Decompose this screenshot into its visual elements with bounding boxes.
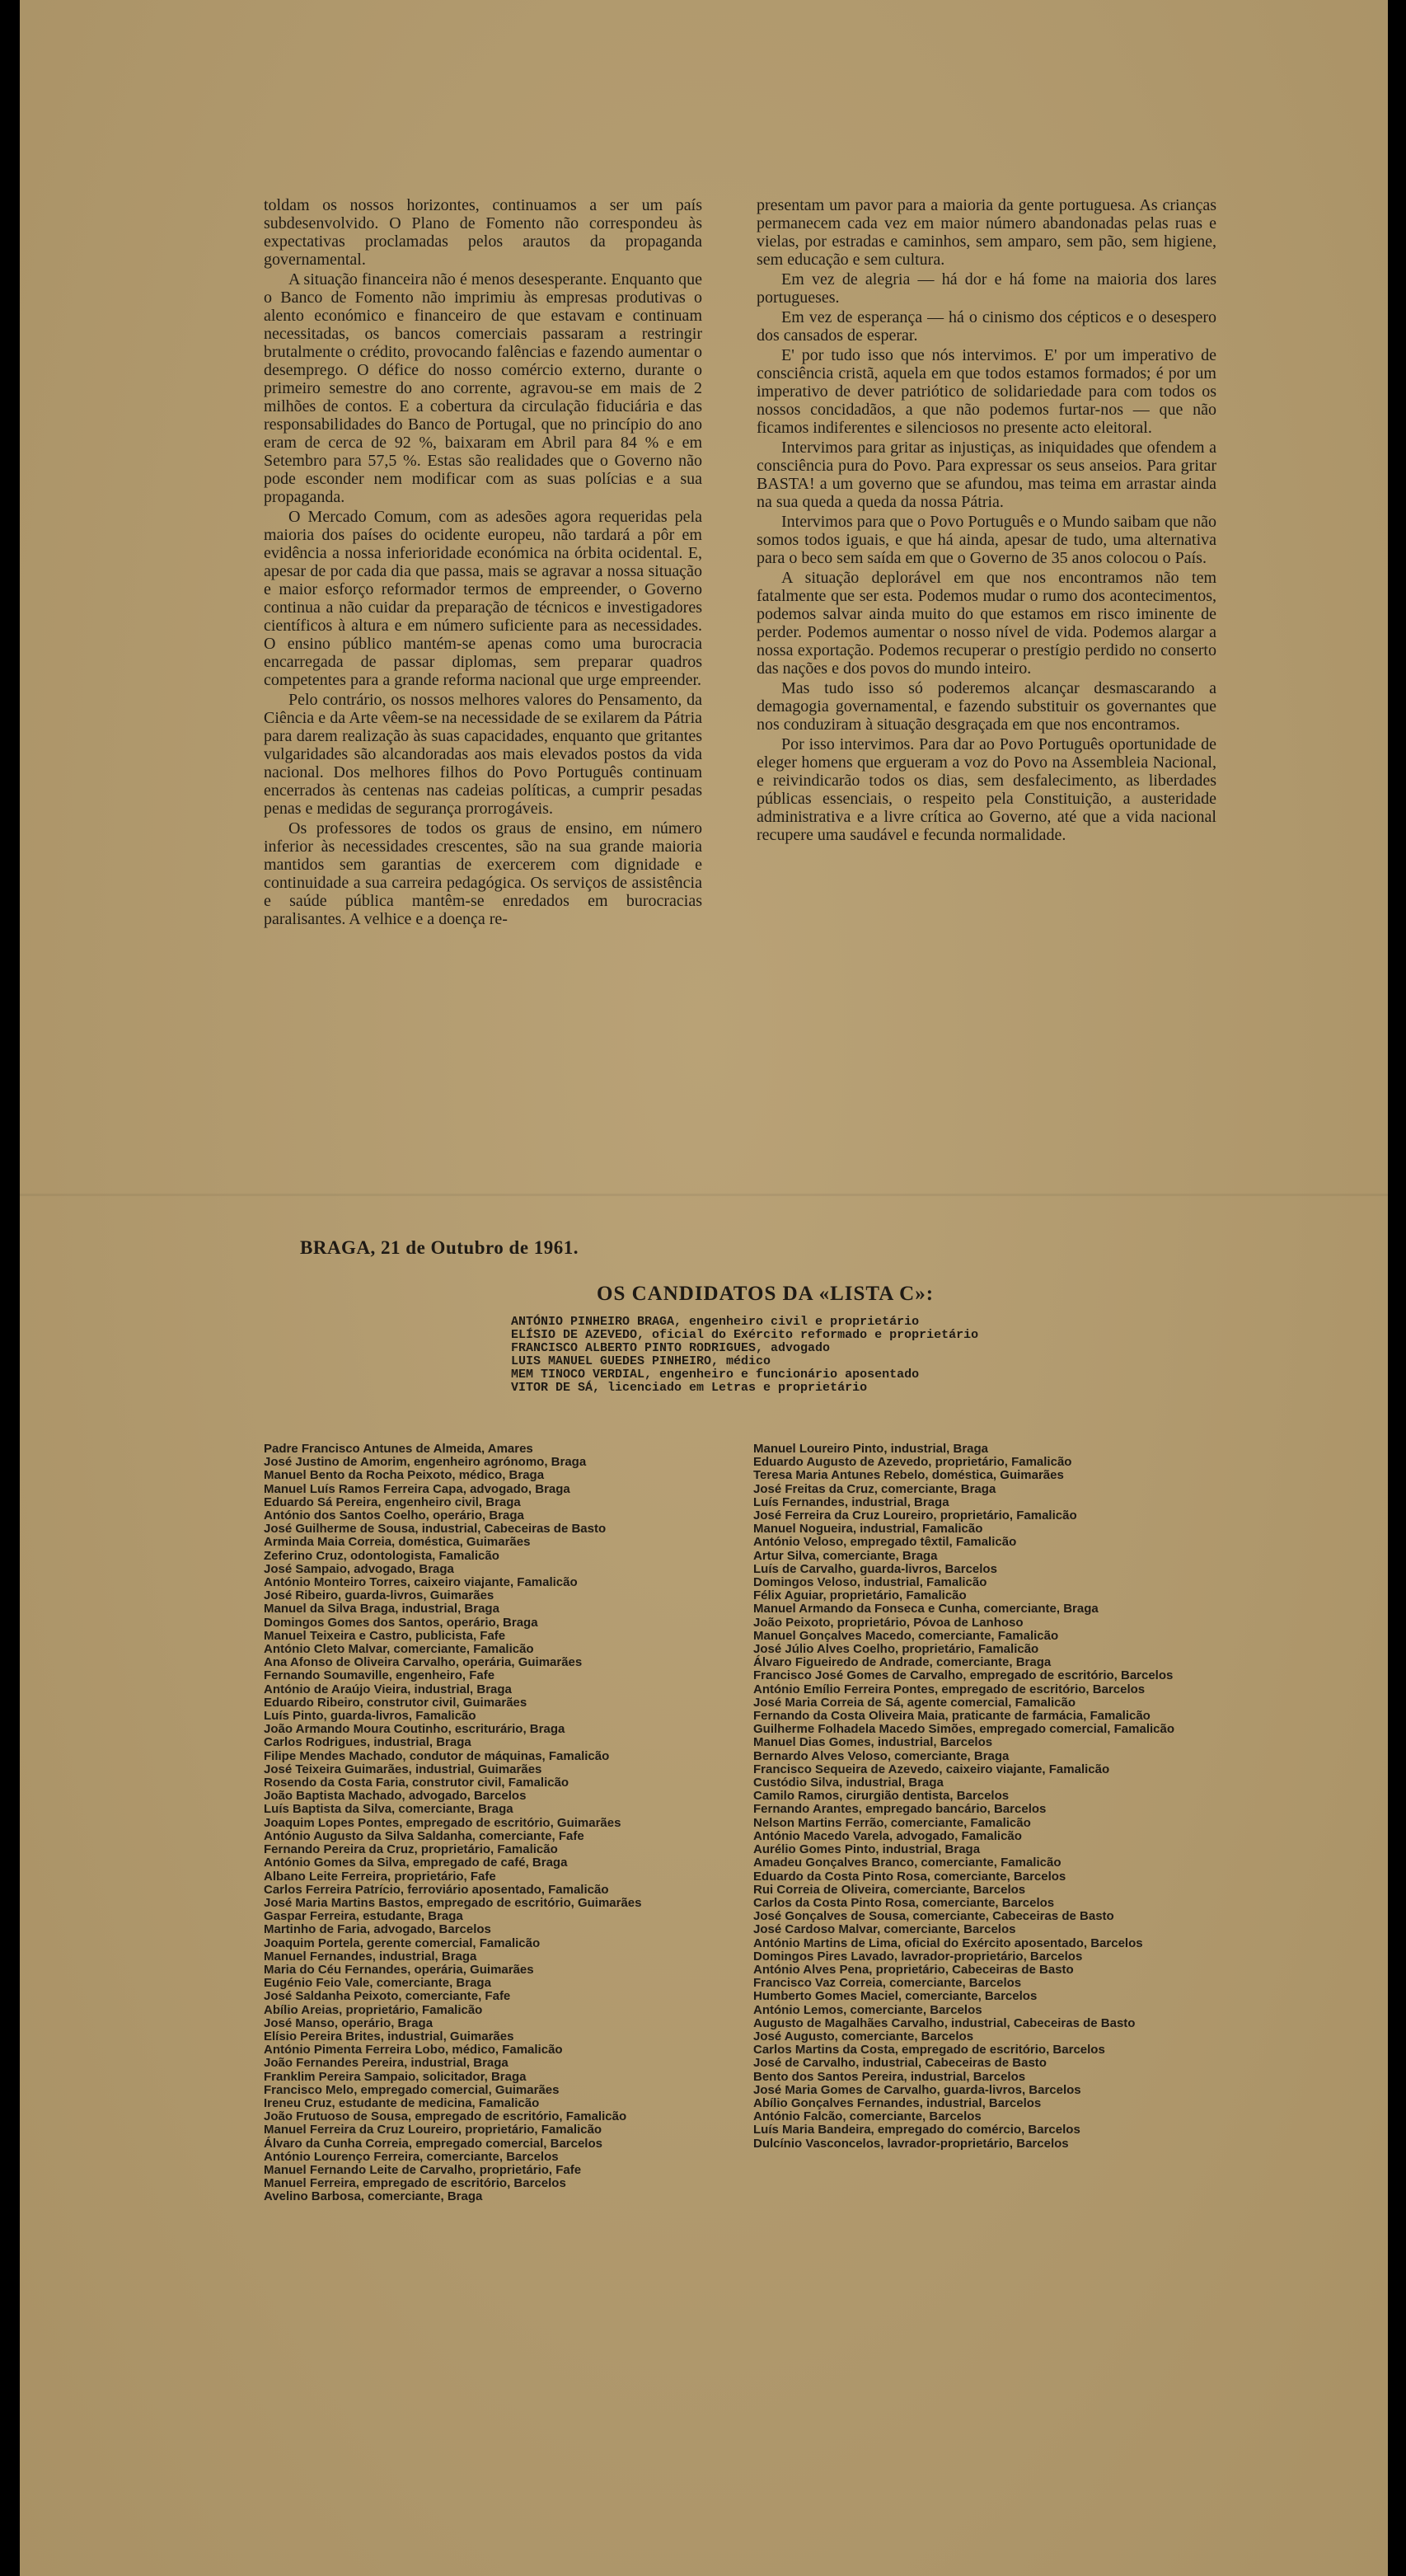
supporter-entry: Avelino Barbosa, comerciante, Braga [264, 2189, 483, 2204]
supporter-entry: Artur Silva, comerciante, Braga [753, 1548, 938, 1563]
supporter-entry: Manuel Fernando Leite de Carvalho, proprietário, Fafe [264, 2162, 582, 2177]
dateline: BRAGA, 21 de Outubro de 1961. [300, 1237, 579, 1258]
supporter-entry: Manuel Ferreira da Cruz Loureiro, proprietário, Famalicão [264, 2123, 602, 2137]
body-paragraph: Mas tudo isso só poderemos alcançar desmascarando a demagogia governamental, e fazendo substituir os governantes que nos conduziram à situação desgraçada em que nos encontramos. [757, 679, 1216, 734]
supporter-entry: Fernando Pereira da Cruz, proprietário, Famalicão [264, 1842, 558, 1857]
supporter-entry: Carlos Rodrigues, industrial, Braga [264, 1735, 471, 1750]
supporter-entry: Joaquim Portela, gerente comercial, Famalicão [264, 1936, 541, 1950]
supporter-entry: António Lemos, comerciante, Barcelos [753, 2002, 982, 2017]
supporter-entry: José Gonçalves de Sousa, comerciante, Cabeceiras de Basto [753, 1909, 1114, 1924]
supporter-entry: Nelson Martins Ferrão, comerciante, Famalicão [753, 1815, 1031, 1830]
supporter-entry: Luís Pinto, guarda-livros, Famalicão [264, 1709, 476, 1724]
body-paragraph: Os professores de todos os graus de ensino, em número inferior às necessidades crescentes, são na sua grande maioria mantidos sem garantias de exercerem com dignidade e continuidade a sua carreira pedagógica. Os serviços de assistência e saúde pública mantêm-se enredados em burocracias paralisantes. A velhice e a doença re- [264, 819, 702, 928]
supporter-entry: Domingos Veloso, industrial, Famalicão [753, 1575, 987, 1590]
supporter-entry: Abílio Gonçalves Fernandes, industrial, Barcelos [753, 2095, 1042, 2110]
supporter-entry: Fernando Arantes, empregado bancário, Barcelos [753, 1802, 1047, 1817]
fold-crease [20, 1194, 1388, 1196]
supporter-entry: José de Carvalho, industrial, Cabeceiras de Basto [753, 2056, 1047, 2071]
supporter-entry: António Macedo Varela, advogado, Famalicão [753, 1828, 1022, 1843]
supporter-entry: José Freitas da Cruz, comerciante, Braga [753, 1481, 996, 1496]
supporter-entry: Manuel Teixeira e Castro, publicista, Fafe [264, 1628, 506, 1643]
supporter-entry: Guilherme Folhadela Macedo Simões, empregado comercial, Famalicão [753, 1722, 1175, 1737]
supporter-entry: Humberto Gomes Maciel, comerciante, Barcelos [753, 1989, 1038, 2004]
supporter-entry: Luís Maria Bandeira, empregado do comércio, Barcelos [753, 2123, 1080, 2137]
supporter-entry: Domingos Gomes dos Santos, operário, Braga [264, 1615, 538, 1630]
supporter-entry: Martinho de Faria, advogado, Barcelos [264, 1922, 491, 1937]
body-paragraph: O Mercado Comum, com as adesões agora requeridas pela maioria dos países do ocidente europeu, não tardará a pôr em evidência a nossa inferioridade económica na órbita ocidental. E, apesar de por cada dia que passa, mais se agravar a nossa situação e maior esforço reformador termos de empreender, o Governo continua a não cuidar da preparação de técnicos e investigadores científicos à altura e em número suficiente para as necessidades. O ensino público mantém-se apenas como uma burocracia encarregada de passar diplomas, sem preparar quadros competentes para a grande reforma nacional que urge empreender. [264, 508, 702, 689]
supporter-entry: Álvaro Figueiredo de Andrade, comerciante, Braga [753, 1655, 1052, 1670]
supporter-entry: Maria do Céu Fernandes, operária, Guimarães [264, 1962, 534, 1977]
candidate-entry: LUIS MANUEL GUEDES PINHEIRO, médico [511, 1354, 771, 1368]
supporter-entry: Fernando Soumaville, engenheiro, Fafe [264, 1668, 495, 1683]
supporter-entry: José Guilherme de Sousa, industrial, Cabeceiras de Basto [264, 1522, 607, 1537]
supporter-entry: António Monteiro Torres, caixeiro viajante, Famalicão [264, 1575, 578, 1590]
candidate-entry: ANTÓNIO PINHEIRO BRAGA, engenheiro civil e proprietário [511, 1315, 920, 1329]
supporter-entry: Eduardo Augusto de Azevedo, proprietário, Famalicão [753, 1455, 1072, 1470]
supporter-entry: Luís de Carvalho, guarda-livros, Barcelos [753, 1561, 997, 1576]
supporter-entry: Manuel Nogueira, industrial, Famalicão [753, 1522, 983, 1537]
supporters-column-right [753, 1443, 1215, 2151]
supporter-entry: Francisco Sequeira de Azevedo, caixeiro viajante, Famalicão [753, 1762, 1110, 1776]
body-paragraph: E' por tudo isso que nós intervimos. E' por um imperativo de consciência cristã, aquela em que todos estamos formados; é por um imperativo de dever patriótico de solidariedade para com todos os nossos concidadãos, a que não podemos furtar-nos — que não ficamos indiferentes e silenciosos no presente acto eleitoral. [757, 346, 1216, 437]
body-paragraph: Pelo contrário, os nossos melhores valores do Pensamento, da Ciência e da Arte vêem-se na necessidade de se exilarem da Pátria para darem realização às suas capacidades, enquanto que gritantes vulgaridades são alcandoradas aos mais elevados postos da vida nacional. Dos melhores filhos do Povo Português continuam encerrados às centenas nas cadeias políticas, a cumprir pesadas penas e medidas de segurança prorrogáveis. [264, 691, 702, 818]
supporter-entry: António dos Santos Coelho, operário, Braga [264, 1509, 524, 1523]
supporter-entry: José Teixeira Guimarães, industrial, Guimarães [264, 1762, 542, 1776]
candidate-entry: VITOR DE SÁ, licenciado em Letras e proprietário [511, 1381, 868, 1395]
supporter-entry: José Sampaio, advogado, Braga [264, 1561, 454, 1576]
body-column-right [757, 196, 1216, 846]
supporter-entry: Joaquim Lopes Pontes, empregado de escritório, Guimarães [264, 1815, 621, 1830]
supporter-entry: José Maria Martins Bastos, empregado de escritório, Guimarães [264, 1895, 642, 1910]
supporter-entry: Ana Afonso de Oliveira Carvalho, operária, Guimarães [264, 1655, 583, 1670]
supporter-entry: Amadeu Gonçalves Branco, comerciante, Famalicão [753, 1856, 1062, 1870]
supporter-entry: Francisco José Gomes de Carvalho, empregado de escritório, Barcelos [753, 1668, 1174, 1683]
supporter-entry: Luís Fernandes, industrial, Braga [753, 1494, 949, 1509]
supporter-entry: Eduardo da Costa Pinto Rosa, comerciante, Barcelos [753, 1869, 1066, 1884]
supporter-entry: Bento dos Santos Pereira, industrial, Barcelos [753, 2069, 1026, 2084]
supporter-entry: António Falcão, comerciante, Barcelos [753, 2109, 982, 2124]
supporter-entry: Padre Francisco Antunes de Almeida, Amares [264, 1442, 533, 1456]
supporter-entry: António Augusto da Silva Saldanha, comerciante, Fafe [264, 1828, 584, 1843]
supporter-entry: Custódio Silva, industrial, Braga [753, 1776, 944, 1790]
supporter-entry: Álvaro da Cunha Correia, empregado comercial, Barcelos [264, 2136, 602, 2151]
supporter-entry: Arminda Maia Correia, doméstica, Guimarães [264, 1535, 531, 1550]
supporter-entry: Eugénio Feio Vale, comerciante, Braga [264, 1976, 491, 1991]
supporter-entry: Filipe Mendes Machado, condutor de máquinas, Famalicão [264, 1748, 610, 1763]
supporter-entry: Albano Leite Ferreira, proprietário, Fafe [264, 1869, 496, 1884]
supporter-entry: António de Araújo Vieira, industrial, Braga [264, 1682, 512, 1696]
candidate-entry: ELÍSIO DE AZEVEDO, oficial do Exército reformado e proprietário [511, 1328, 979, 1342]
body-paragraph: Intervimos para que o Povo Português e o Mundo saibam que não somos todos iguais, e que há ainda, apesar de tudo, uma alternativa para o beco sem saída em que o Governo de 35 anos colocou o País. [757, 513, 1216, 567]
supporter-entry: Dulcínio Vasconcelos, lavrador-proprietário, Barcelos [753, 2136, 1069, 2151]
supporter-entry: João Baptista Machado, advogado, Barcelos [264, 1789, 527, 1804]
candidates-list [511, 1316, 1170, 1395]
body-paragraph: Intervimos para gritar as injustiças, as iniquidades que ofendem a consciência pura do Povo. Para expressar os seus anseios. Para gritar BASTA! a um governo que se afundou, mas teima em arrastar ainda na sua queda a queda da nossa Pátria. [757, 439, 1216, 511]
supporter-entry: José Manso, operário, Braga [264, 2015, 434, 2030]
supporter-entry: Franklim Pereira Sampaio, solicitador, Braga [264, 2069, 527, 2084]
supporter-entry: Manuel Armando da Fonseca e Cunha, comerciante, Braga [753, 1602, 1099, 1616]
supporter-entry: José Maria Correia de Sá, agente comercial, Famalicão [753, 1695, 1076, 1710]
supporter-entry: João Peixoto, proprietário, Póvoa de Lanhoso [753, 1615, 1024, 1630]
body-column-left [264, 196, 702, 930]
supporter-entry: José Ribeiro, guarda-livros, Guimarães [264, 1588, 494, 1603]
body-paragraph: A situação financeira não é menos desesperante. Enquanto que o Banco de Fomento não imprimiu às empresas produtivas o alento económico e financeiro de que estavam e continuam necessitadas, os bancos comerciais passaram a restringir brutalmente o crédito, provocando falências e fazendo aumentar o desemprego. O défice do nosso comércio externo, durante o primeiro semestre do ano corrente, agravou-se em mais de 2 milhões de contos. E a cobertura da circulação fiduciária e das responsabilidades do Banco de Portugal, que no princípio do ano eram de cerca de 92 %, baixaram em Abril para 84 % e em Setembro para 57,5 %. Estas são realidades que o Governo não pode esconder nem modificar com as suas polícias e a sua propaganda. [264, 270, 702, 506]
supporter-entry: António Gomes da Silva, empregado de café, Braga [264, 1856, 568, 1870]
supporter-entry: António Alves Pena, proprietário, Cabeceiras de Basto [753, 1962, 1074, 1977]
supporter-entry: José Ferreira da Cruz Loureiro, proprietário, Famalicão [753, 1509, 1077, 1523]
supporter-entry: Carlos da Costa Pinto Rosa, comerciante, Barcelos [753, 1895, 1055, 1910]
supporters-column-left [264, 1443, 715, 2204]
supporter-entry: António Martins de Lima, oficial do Exército aposentado, Barcelos [753, 1936, 1143, 1950]
supporter-entry: Aurélio Gomes Pinto, industrial, Braga [753, 1842, 981, 1857]
supporter-entry: Eduardo Sá Pereira, engenheiro civil, Braga [264, 1494, 521, 1509]
supporter-entry: Rui Correia de Oliveira, comerciante, Barcelos [753, 1882, 1026, 1897]
candidate-entry: MEM TINOCO VERDIAL, engenheiro e funcionário aposentado [511, 1368, 920, 1382]
supporter-entry: António Veloso, empregado têxtil, Famalicão [753, 1535, 1017, 1550]
supporter-entry: Teresa Maria Antunes Rebelo, doméstica, Guimarães [753, 1468, 1064, 1483]
supporter-entry: João Fernandes Pereira, industrial, Braga [264, 2056, 509, 2071]
supporter-entry: Zeferino Cruz, odontologista, Famalicão [264, 1548, 499, 1563]
supporter-entry: António Cleto Malvar, comerciante, Famalicão [264, 1642, 534, 1657]
body-paragraph: A situação deplorável em que nos encontramos não tem fatalmente que ser esta. Podemos mudar o rumo dos acontecimentos, podemos salvar ainda muito do que estamos em risco iminente de perder. Podemos aumentar o nosso nível de vida. Podemos alargar a nossa exportação. Podemos recuperar o prestígio perdido no conserto das nações e dos povos do mundo inteiro. [757, 569, 1216, 678]
supporter-entry: Manuel Loureiro Pinto, industrial, Braga [753, 1442, 989, 1456]
supporter-entry: Fernando da Costa Oliveira Maia, praticante de farmácia, Famalicão [753, 1709, 1151, 1724]
supporter-entry: Eduardo Ribeiro, construtor civil, Guimarães [264, 1695, 527, 1710]
supporter-entry: Manuel da Silva Braga, industrial, Braga [264, 1602, 499, 1616]
supporter-entry: José Justino de Amorim, engenheiro agrónomo, Braga [264, 1455, 587, 1470]
supporter-entry: Manuel Gonçalves Macedo, comerciante, Famalicão [753, 1628, 1059, 1643]
supporter-entry: José Augusto, comerciante, Barcelos [753, 2029, 974, 2043]
supporter-entry: Elísio Pereira Brites, industrial, Guimarães [264, 2029, 514, 2043]
supporter-entry: Abílio Areias, proprietário, Famalicão [264, 2002, 483, 2017]
supporter-entry: António Lourenço Ferreira, comerciante, Barcelos [264, 2149, 559, 2164]
supporter-entry: Augusto de Magalhães Carvalho, industrial, Cabeceiras de Basto [753, 2015, 1136, 2030]
supporter-entry: José Cardoso Malvar, comerciante, Barcelos [753, 1922, 1016, 1937]
supporter-entry: João Armando Moura Coutinho, escriturário, Braga [264, 1722, 565, 1737]
body-paragraph: Em vez de esperança — há o cinismo dos cépticos e o desespero dos cansados de esperar. [757, 308, 1216, 345]
supporter-entry: João Frutuoso de Sousa, empregado de escritório, Famalicão [264, 2109, 627, 2124]
supporter-entry: Francisco Vaz Correia, comerciante, Barcelos [753, 1976, 1022, 1991]
body-paragraph: Por isso intervimos. Para dar ao Povo Português oportunidade de eleger homens que ergueram a voz do Povo na Assembleia Nacional, e reivindicarão todos os dias, sem desfalecimento, as liberdades públicas essenciais, o respeito pela Constituição, a austeridade administrativa e a livre crítica ao Governo, até que a vida nacional recupere uma saudável e fecunda normalidade. [757, 735, 1216, 844]
supporter-entry: Ireneu Cruz, estudante de medicina, Famalicão [264, 2095, 540, 2110]
supporter-entry: Francisco Melo, empregado comercial, Guimarães [264, 2082, 560, 2097]
supporter-entry: Bernardo Alves Veloso, comerciante, Braga [753, 1748, 1010, 1763]
supporter-entry: Luís Baptista da Silva, comerciante, Braga [264, 1802, 513, 1817]
supporter-entry: Manuel Bento da Rocha Peixoto, médico, Braga [264, 1468, 545, 1483]
supporter-entry: António Emílio Ferreira Pontes, empregado de escritório, Barcelos [753, 1682, 1146, 1696]
supporter-entry: Manuel Ferreira, empregado de escritório, Barcelos [264, 2176, 566, 2191]
supporter-entry: Manuel Dias Gomes, industrial, Barcelos [753, 1735, 993, 1750]
supporter-entry: António Pimenta Ferreira Lobo, médico, Famalicão [264, 2043, 563, 2058]
body-paragraph: presentam um pavor para a maioria da gente portuguesa. As crianças permanecem cada vez em maior número abandonadas pelas ruas e vielas, por estradas e caminhos, sem amparo, sem pão, sem higiene, sem educação e sem cultura. [757, 196, 1216, 269]
candidate-entry: FRANCISCO ALBERTO PINTO RODRIGUES, advogado [511, 1341, 831, 1355]
body-paragraph: toldam os nossos horizontes, continuamos a ser um país subdesenvolvido. O Plano de Fomento não correspondeu às expectativas proclamadas pelos arautos da propaganda governamental. [264, 196, 702, 269]
supporter-entry: Gaspar Ferreira, estudante, Braga [264, 1909, 463, 1924]
supporter-entry: José Saldanha Peixoto, comerciante, Fafe [264, 1989, 511, 2004]
supporter-entry: Domingos Pires Lavado, lavrador-proprietário, Barcelos [753, 1949, 1083, 1964]
candidates-heading: OS CANDIDATOS DA «LISTA C»: [597, 1283, 935, 1305]
supporter-entry: Carlos Ferreira Patrício, ferroviário aposentado, Famalicão [264, 1882, 609, 1897]
supporter-entry: Rosendo da Costa Faria, construtor civil, Famalicão [264, 1776, 569, 1790]
supporter-entry: Manuel Fernandes, industrial, Braga [264, 1949, 477, 1964]
supporter-entry: Félix Aguiar, proprietário, Famalicão [753, 1588, 967, 1603]
supporter-entry: José Maria Gomes de Carvalho, guarda-livros, Barcelos [753, 2082, 1081, 2097]
supporter-entry: Camilo Ramos, cirurgião dentista, Barcelos [753, 1789, 1010, 1804]
supporter-entry: Carlos Martins da Costa, empregado de escritório, Barcelos [753, 2043, 1105, 2058]
document-page [20, 0, 1388, 2576]
body-paragraph: Em vez de alegria — há dor e há fome na maioria dos lares portugueses. [757, 270, 1216, 307]
supporter-entry: José Júlio Alves Coelho, proprietário, Famalicão [753, 1642, 1039, 1657]
supporter-entry: Manuel Luís Ramos Ferreira Capa, advogado, Braga [264, 1481, 570, 1496]
